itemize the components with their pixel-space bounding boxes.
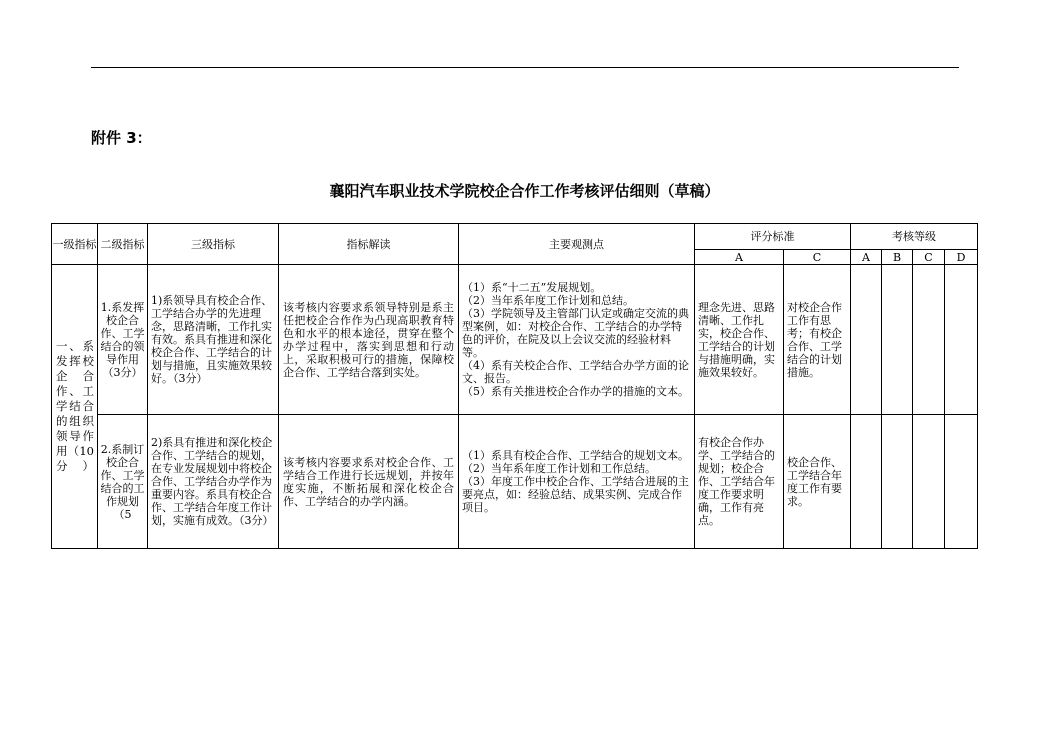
criteria-a-cell: 有校企合作办学、工学结合的规划；校企合作、工学结合年度工作要求明确，工作有亮点。: [695, 415, 784, 549]
level3-indicator: 2)系具有推进和深化校企合作、工学结合的规划，在专业发展规划中将校企合作、工学结合办学作为重要内容。系具有校企合作、工学结合年度工作计划，实施有成效。（3分）: [148, 415, 279, 549]
header-criteria: 评分标准: [695, 224, 851, 250]
interpretation-cell: 该考核内容要求系对校企合作、工学结合工作进行长远规划，并按年度实施，不断拓展和深化校企合作、工学结合的办学内涵。: [279, 415, 459, 549]
observation-cell: [459, 265, 695, 415]
observation-item: （2）当年系年度工作计划和总结。: [462, 294, 634, 307]
grade-sub-d: D: [945, 250, 978, 265]
grade-a-cell[interactable]: [851, 415, 882, 549]
grade-sub-b: B: [882, 250, 913, 265]
level2-indicator: 1.系发挥校企合作、工学结合的领导作用（3分）: [98, 265, 148, 415]
grade-c-cell[interactable]: [913, 415, 945, 549]
criteria-c-cell: 校企合作、工学结合年度工作有要求。: [784, 415, 851, 549]
criteria-sub-a: A: [695, 250, 784, 265]
table-row: [52, 415, 978, 549]
header-level2: 二级指标: [98, 224, 148, 265]
observation-item: （1）系具有校企合作、工学结合的规划文本。: [462, 449, 689, 462]
observation-item: （4）系有关校企合作、工学结合办学方面的论文、报告。: [462, 359, 689, 385]
observation-cell: [459, 415, 695, 549]
header-observation: 主要观测点: [459, 224, 695, 265]
grade-d-cell[interactable]: [945, 265, 978, 415]
grade-c-cell[interactable]: [913, 265, 945, 415]
header-level3: 三级指标: [148, 224, 279, 265]
grade-b-cell[interactable]: [882, 415, 913, 549]
observation-item: （5）系有关推进校企合作办学的措施的文本。: [462, 385, 689, 398]
level2-indicator: 2.系制订校企合作、工学结合的工作规划（5: [98, 415, 148, 549]
grade-sub-c: C: [913, 250, 945, 265]
observation-item: （3）学院领导及主管部门认定或确定交流的典型案例，如：对校企合作、工学结合的办学特色的评价，在院及以上会议交流的经验材料等。: [462, 307, 689, 359]
grade-b-cell[interactable]: [882, 265, 913, 415]
level1-indicator: 一、系发挥校企合作、工学结合的组织领导作用（10分）: [52, 265, 98, 549]
attachment-label: 附件 3：: [91, 129, 152, 147]
header-rule: [91, 67, 959, 68]
grade-a-cell[interactable]: [851, 265, 882, 415]
document-title: 襄阳汽车职业技术学院校企合作工作考核评估细则（草稿）: [329, 182, 720, 200]
evaluation-table: [51, 223, 978, 549]
header-interpretation: 指标解读: [279, 224, 459, 265]
table-row: [52, 265, 978, 415]
interpretation-cell: 该考核内容要求系领导特别是系主任把校企合作作为凸现高职教育特色和水平的根本途径，贯穿在整个办学过程中，落实到思想和行动上，采取积极可行的措施，保障校企合作、工学结合落到实处。: [279, 265, 459, 415]
header-level1: 一级指标: [52, 224, 98, 265]
criteria-c-cell: 对校企合作工作有思考；有校企合作、工学结合的计划措施。: [784, 265, 851, 415]
observation-item: （3）年度工作中校企合作、工学结合进展的主要亮点，如：经验总结、成果实例、完成合作项目。: [462, 475, 689, 514]
grade-d-cell[interactable]: [945, 415, 978, 549]
level3-indicator: 1)系领导具有校企合作、工学结合办学的先进理念，思路清晰，工作扎实有效。系具有推进和深化校企合作、工学结合的计划与措施，且实施效果较好。（3分）: [148, 265, 279, 415]
criteria-a-cell: 理念先进、思路清晰、工作扎实，校企合作、工学结合的计划与措施明确，实施效果较好。: [695, 265, 784, 415]
header-grade: 考核等级: [851, 224, 978, 250]
criteria-sub-c: C: [784, 250, 851, 265]
observation-item: （1）系“十二五”发展规划。: [462, 281, 602, 294]
observation-item: （2）当年系年度工作计划和工作总结。: [462, 462, 656, 475]
grade-sub-a: A: [851, 250, 882, 265]
